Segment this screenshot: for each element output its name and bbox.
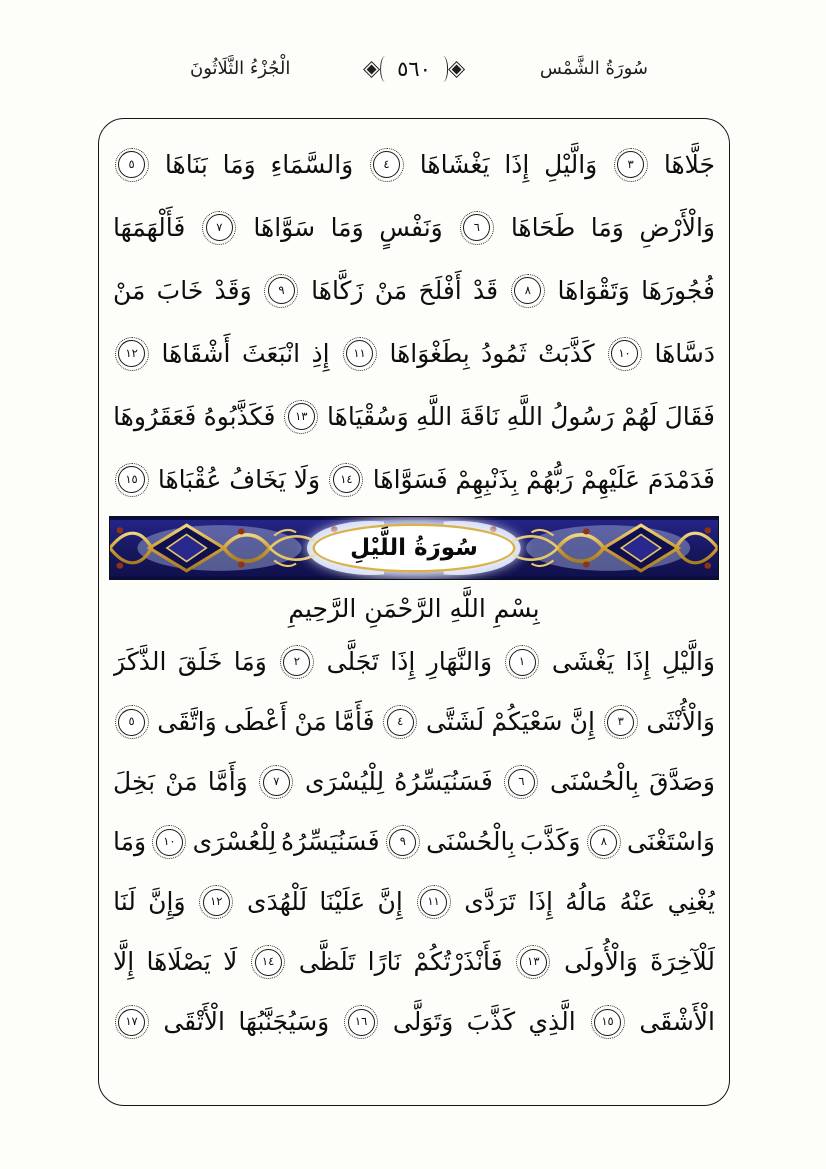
quran-word: لَا — [223, 947, 238, 977]
quran-word: عَلَيْنَا — [319, 887, 366, 917]
ayah-marker — [333, 466, 360, 493]
ayah-number: ١٢ — [125, 345, 138, 360]
ayah-number: ٧ — [273, 774, 280, 789]
quran-line — [113, 448, 715, 511]
quran-line — [113, 992, 715, 1052]
ayah-number: ٨ — [524, 282, 531, 297]
quran-word: جَلَّاهَا — [663, 149, 715, 179]
quran-word: وَالَّيْلِ — [544, 149, 598, 179]
quran-word: إِذَا — [527, 887, 553, 917]
ayah-marker — [255, 949, 282, 976]
quran-word: وَاسْتَغْنَى — [627, 827, 715, 857]
quran-word: وَتَقْوَاهَا — [557, 275, 630, 305]
ayah-marker — [118, 151, 145, 178]
ayah-marker — [156, 829, 183, 856]
juz-label: الْجُزْءُ الثَّلَاثُونَ — [190, 58, 291, 79]
quran-word: لَلْآخِرَةَ — [650, 947, 715, 977]
quran-word: وَمَا — [330, 212, 364, 242]
quran-word: وَإِنَّ — [148, 887, 186, 917]
ayah-number: ١٤ — [261, 954, 275, 969]
quran-word: وَلَا — [293, 464, 321, 494]
ayah-number: ٦ — [473, 219, 480, 234]
quran-word: وَأَمَّا — [207, 767, 248, 797]
quran-line — [113, 322, 715, 385]
quran-word: فَأَنْذَرْتُكُمْ — [413, 947, 503, 977]
quran-word: لَهُمْ — [621, 401, 658, 431]
ayah-number: ٦ — [518, 774, 525, 789]
ayah-marker — [463, 214, 490, 241]
quran-word: كَذَّبَ — [466, 1007, 516, 1037]
quran-word: كَذَّبَتْ — [538, 338, 595, 368]
ayah-number: ١٠ — [163, 834, 176, 849]
quran-word: زَكَّاهَا — [311, 275, 364, 305]
ayah-marker — [607, 709, 634, 736]
ayah-number: ١٠ — [618, 345, 631, 360]
quran-word: إِنَّ — [377, 887, 403, 917]
quran-line — [113, 752, 715, 812]
quran-line — [113, 259, 715, 322]
quran-word: إِذَا — [390, 647, 416, 677]
ayah-marker — [118, 340, 145, 367]
ornate-bracket-right-icon — [438, 56, 448, 82]
quran-word: الْأَتْقَى — [163, 1007, 225, 1037]
ayah-number: ١١ — [427, 894, 440, 909]
quran-word: لِلْعُسْرَى — [192, 827, 277, 857]
ayah-number: ٥ — [128, 714, 135, 729]
ayah-number: ٣ — [617, 714, 624, 729]
quran-word: إِلَّا — [113, 947, 135, 977]
surah-header-banner — [109, 516, 719, 580]
ayah-number: ٥ — [128, 156, 135, 171]
quran-word: وَكَذَّبَ — [519, 827, 581, 857]
quran-word: فَأَمَّا — [333, 707, 375, 737]
quran-word: سَعْيَكُمْ — [491, 707, 563, 737]
quran-word: تَجَلَّى — [326, 647, 379, 677]
quran-line — [113, 385, 715, 448]
quran-word: أَفْلَحَ — [418, 275, 462, 305]
quran-word: فَسَوَّاهَا — [372, 464, 448, 494]
quran-word: وَقَدْ — [214, 275, 252, 305]
ayah-number: ١٣ — [295, 408, 308, 423]
quran-word: وَمَا — [590, 212, 624, 242]
quran-word: إِذِ — [311, 338, 330, 368]
quran-word: لَنَا — [113, 887, 136, 917]
ayah-marker — [283, 649, 310, 676]
quran-word: وَالْأُنْثَى — [646, 707, 715, 737]
quran-word: مَالُهُ — [565, 887, 608, 917]
quran-word: لَشَتَّى — [425, 707, 485, 737]
quran-word: بِالْحُسْنَى — [426, 827, 516, 857]
quran-word: بَخِلَ — [113, 767, 156, 797]
ayah-number: ٩ — [399, 834, 406, 849]
quran-line — [113, 932, 715, 992]
surah-shams-block — [113, 133, 715, 511]
ayah-number: ١٢ — [210, 894, 223, 909]
ayah-marker — [420, 889, 447, 916]
quran-word: يَصْلَاهَا — [146, 947, 211, 977]
quran-word: نَارًا — [367, 947, 402, 977]
quran-word: مَنْ — [294, 707, 327, 737]
rosette-icon — [367, 64, 377, 74]
ayah-marker — [509, 649, 536, 676]
quran-word: دَسَّاهَا — [654, 338, 715, 368]
quran-word: نَاقَةَ — [459, 401, 500, 431]
quran-word: وَنَفْسٍ — [379, 212, 443, 242]
ayah-marker — [611, 340, 638, 367]
quran-word: اللَّهِ — [506, 401, 543, 431]
quran-word: انْبَعَثَ — [241, 338, 301, 368]
quran-line — [113, 692, 715, 752]
quran-word: تَلَظَّى — [298, 947, 356, 977]
quran-word: فَقَالَ — [664, 401, 715, 431]
quran-word: الَّذِي — [528, 1007, 576, 1037]
quran-word: وَمَا — [233, 647, 267, 677]
quran-word: الْأَشْقَى — [639, 1007, 715, 1037]
quran-word: فَكَذَّبُوهُ — [203, 401, 276, 431]
quran-line — [113, 196, 715, 259]
quran-word: فَأَلْهَمَهَا — [113, 212, 186, 242]
page-header — [98, 48, 730, 92]
quran-word: سَوَّاهَا — [253, 212, 316, 242]
quran-word: فَسَنُيَسِّرُهُ — [394, 767, 493, 797]
ayah-marker — [389, 829, 416, 856]
surah-title-cartouche — [315, 526, 513, 570]
quran-word: وَالْأَرْضِ — [639, 212, 715, 242]
ayah-number: ١٥ — [601, 1014, 614, 1029]
quran-word: وَالسَّمَاءِ — [270, 149, 354, 179]
quran-line — [113, 133, 715, 196]
quran-word: يَخَافُ — [229, 464, 286, 494]
quran-word: تَرَدَّى — [464, 887, 516, 917]
quran-word: وَتَوَلَّى — [392, 1007, 454, 1037]
quran-word: وَصَدَّقَ — [649, 767, 715, 797]
quran-word: عَنْهُ — [619, 887, 656, 917]
quran-word: مَنْ — [165, 767, 198, 797]
ayah-number: ١١ — [353, 345, 366, 360]
page-number: ٥٦٠ — [397, 56, 431, 81]
ayah-number: ٣ — [627, 156, 634, 171]
quran-word: وَاتَّقَى — [157, 707, 217, 737]
ayah-marker — [346, 340, 373, 367]
ornate-bracket-left-icon — [380, 56, 390, 82]
quran-word: فَعَقَرُوهَا — [113, 401, 197, 431]
surah-title: سُورَةُ اللَّيْلِ — [350, 535, 478, 561]
quran-word: إِذَا — [625, 647, 651, 677]
quran-line — [113, 812, 715, 872]
quran-word: فَسَنُيَسِّرُهُ — [281, 827, 380, 857]
quran-word: أَشْقَاهَا — [161, 338, 231, 368]
quran-word: وَالْأُولَى — [564, 947, 638, 977]
quran-word: وَالنَّهَارِ — [426, 647, 493, 677]
ayah-marker — [206, 214, 233, 241]
ayah-marker — [520, 949, 547, 976]
ayah-marker — [118, 466, 145, 493]
quran-word: خَلَقَ — [177, 647, 223, 677]
ayah-marker — [263, 769, 290, 796]
quran-word: وَالَّيْلِ — [661, 647, 715, 677]
quran-word: بِالْحُسْنَى — [550, 767, 640, 797]
surah-name-header: سُورَةُ الشَّمْس — [539, 58, 648, 79]
ayah-marker — [203, 889, 230, 916]
ayah-number: ١٧ — [125, 1014, 138, 1029]
quran-word: مَنْ — [113, 275, 146, 305]
ayah-marker — [387, 709, 414, 736]
ayah-marker — [118, 709, 145, 736]
quran-word: أَعْطَى — [223, 707, 288, 737]
quran-word: فُجُورَهَا — [641, 275, 715, 305]
ayah-number: ١ — [518, 654, 526, 669]
quran-word: يَغْشَى — [551, 647, 615, 677]
quran-word: بِذَنْبِهِمْ — [455, 464, 519, 494]
quran-word: لِلْيُسْرَى — [305, 767, 385, 797]
quran-word: خَابَ — [156, 275, 204, 305]
ayah-marker — [590, 829, 617, 856]
quran-word: طَحَاهَا — [510, 212, 576, 242]
quran-word: وَسَيُجَنَّبُهَا — [238, 1007, 330, 1037]
quran-word: إِنَّ — [569, 707, 595, 737]
ayah-number: ٨ — [600, 834, 607, 849]
ayah-number: ١٥ — [125, 471, 138, 486]
rosette-icon — [451, 64, 461, 74]
quran-word: عَلَيْهِمْ — [581, 464, 641, 494]
quran-word: يَغْشَاهَا — [419, 149, 490, 179]
ayah-number: ٤ — [383, 156, 390, 171]
quran-word: اللَّهِ — [415, 401, 453, 431]
ayah-number: ١٤ — [340, 471, 353, 486]
quran-word: عُقْبَاهَا — [157, 464, 222, 494]
bismillah: بِسْمِ اللَّهِ الرَّحْمَنِ الرَّحِيمِ — [288, 593, 540, 623]
quran-word: مَنْ — [374, 275, 408, 305]
ayah-number: ٩ — [278, 282, 285, 297]
quran-word: بَنَاهَا — [164, 149, 208, 179]
quran-word: وَمَا — [222, 149, 256, 179]
text-frame — [98, 118, 730, 1106]
quran-word: وَسُقْيَاهَا — [327, 401, 409, 431]
ayah-marker — [508, 769, 535, 796]
ayah-number: ١٣ — [527, 954, 540, 969]
quran-word: قَدْ — [472, 275, 499, 305]
ayah-marker — [617, 151, 644, 178]
quran-word: ثَمُودُ — [481, 338, 527, 368]
quran-word: يُغْنِي — [667, 887, 715, 917]
quran-word: وَمَا — [113, 827, 147, 857]
quran-line — [113, 872, 715, 932]
quran-word: لَلْهُدَى — [247, 887, 308, 917]
quran-word: رَبُّهُمْ — [526, 464, 574, 494]
ayah-number: ٧ — [216, 219, 223, 234]
ayah-marker — [268, 277, 295, 304]
ayah-marker — [348, 1009, 375, 1036]
quran-line — [113, 632, 715, 692]
quran-word: فَدَمْدَمَ — [647, 464, 715, 494]
page-number-ornament — [368, 56, 460, 82]
ayah-number: ٤ — [397, 714, 404, 729]
ayah-number: ٢ — [293, 654, 300, 669]
ayah-number: ١٦ — [354, 1014, 368, 1029]
quran-word: رَسُولُ — [550, 401, 615, 431]
ayah-marker — [288, 403, 315, 430]
quran-word: بِطَغْوَاهَا — [389, 338, 470, 368]
quran-word: الذَّكَرَ — [113, 647, 167, 677]
ayah-marker — [373, 151, 400, 178]
ayah-marker — [594, 1009, 621, 1036]
surah-layl-block — [113, 632, 715, 1052]
ayah-marker — [514, 277, 541, 304]
quran-word: إِذَا — [504, 149, 530, 179]
ayah-marker — [118, 1009, 145, 1036]
